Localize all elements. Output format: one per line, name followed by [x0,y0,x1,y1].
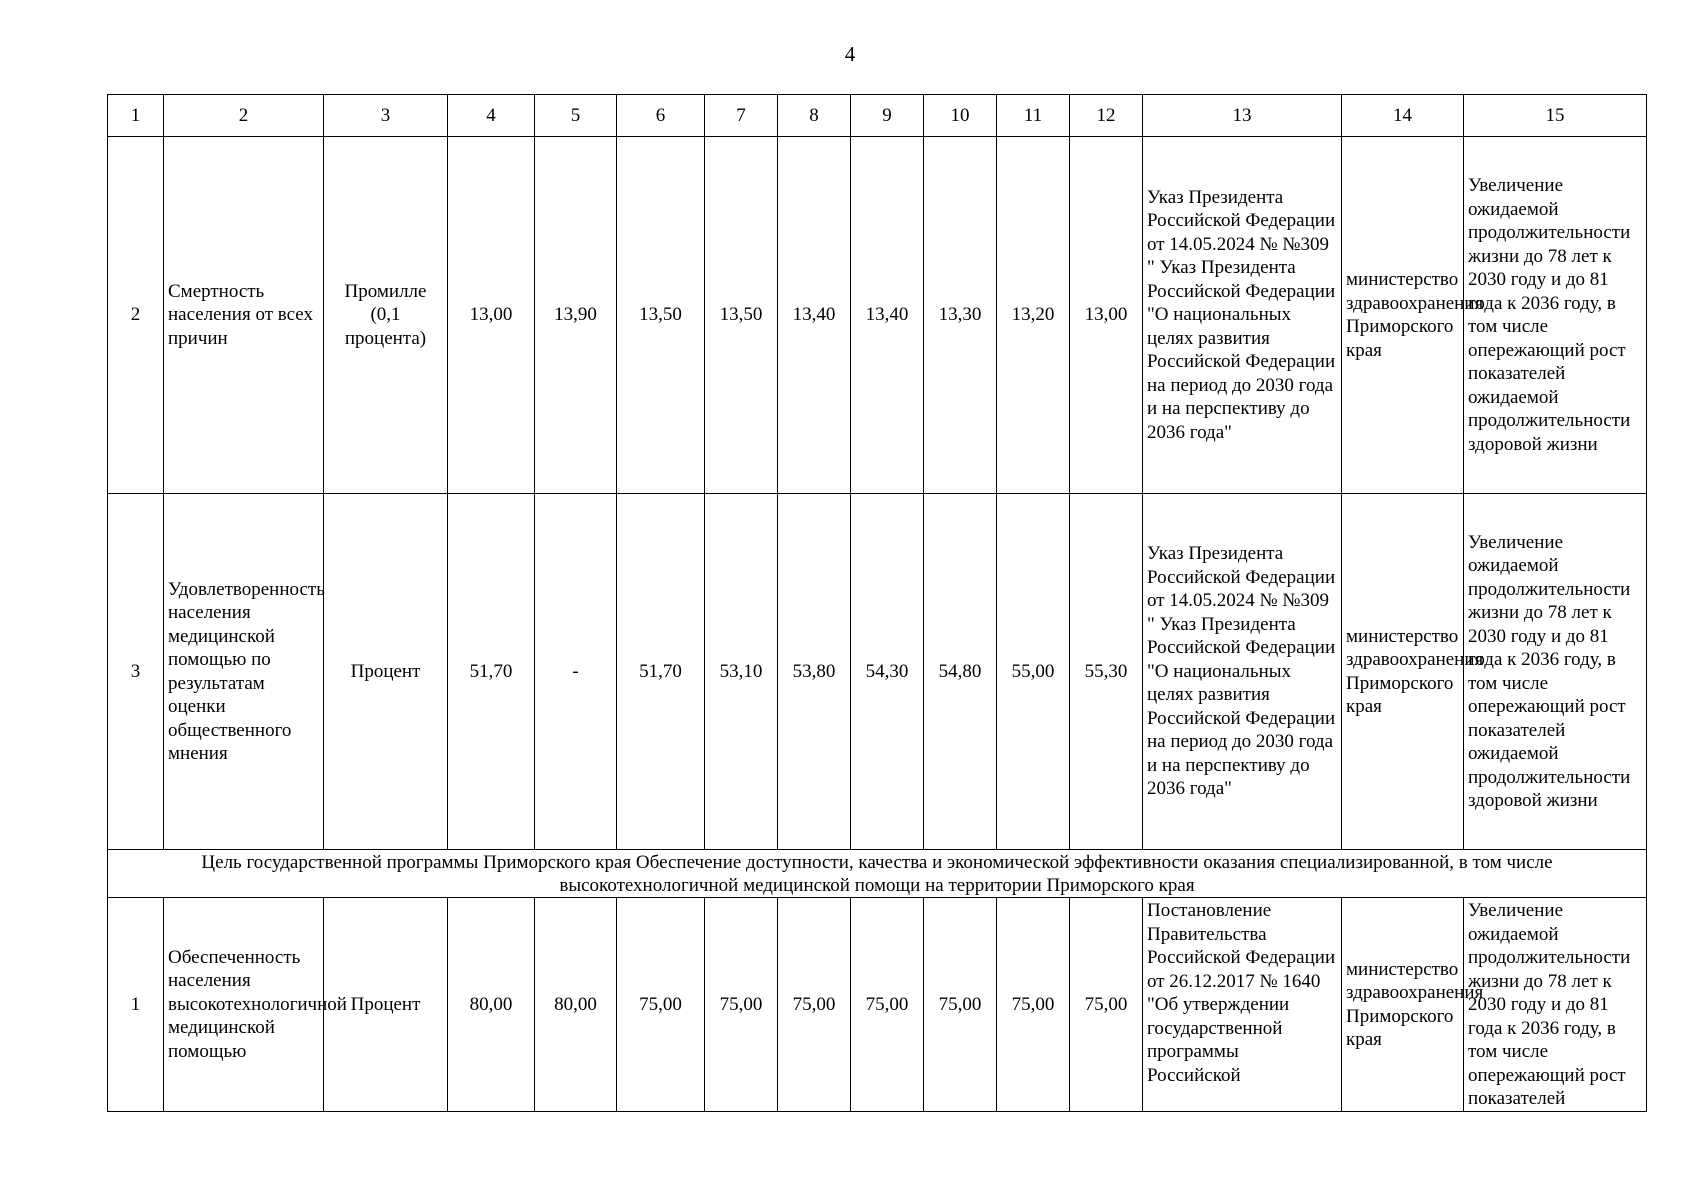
legal-basis: Указ Президента Российской Федерации от 14.05.2024 № №309 " Указ Президента Российской Федерации "О национальных целях развития Российской Федерации на период до 2030 года и на перспективу до 2036 года" [1143,137,1342,494]
legal-basis-cell [1143,898,1342,1112]
program-goal-row [108,850,1647,898]
row-number: 2 [108,137,164,494]
table-row [108,898,1647,1112]
responsible-body: министерство здравоохранения Приморского края [1342,137,1464,494]
value-cell: 55,00 [997,494,1070,850]
legal-basis: Указ Президента Российской Федерации от 14.05.2024 № №309 " Указ Президента Российской Федерации "О национальных целях развития Российской Федерации на период до 2030 года и на перспективу до 2036 года" [1143,494,1342,850]
indicator-name: Смертность населения от всех причин [164,137,324,494]
value-cell: 53,10 [705,494,778,850]
value-cell: 75,00 [997,898,1070,1112]
value-cell: 75,00 [1070,898,1143,1112]
value-cell: 13,50 [705,137,778,494]
value-cell: 13,20 [997,137,1070,494]
col-header: 5 [535,95,617,137]
col-header: 9 [851,95,924,137]
value-cell: - [535,494,617,850]
value-cell: 54,30 [851,494,924,850]
value-cell: 51,70 [448,494,535,850]
value-cell: 13,40 [851,137,924,494]
national-goal: Увеличение ожидаемой продолжительности жизни до 78 лет к 2030 году и до 81 года к 2036 году, в том числе опережающий рост показателей ожидаемой продолжительности здоровой жизни [1464,494,1647,850]
national-goal-cell [1464,898,1647,1112]
col-header: 14 [1342,95,1464,137]
col-header: 8 [778,95,851,137]
responsible-body: министерство здравоохранения Приморского края [1342,494,1464,850]
indicator-name: Обеспеченность населения высокотехнологичной медицинской помощью [164,898,324,1112]
value-cell: 55,30 [1070,494,1143,850]
col-header: 15 [1464,95,1647,137]
col-header: 4 [448,95,535,137]
value-cell: 75,00 [705,898,778,1112]
value-cell: 13,90 [535,137,617,494]
col-header: 1 [108,95,164,137]
value-cell: 75,00 [924,898,997,1112]
table-row [108,494,1647,850]
program-goal-text: Цель государственной программы Приморского края Обеспечение доступности, качества и экономической эффективности оказания специализированной, в том числе высокотехнологичной медицинской помощи на территории Приморского края [108,850,1647,898]
value-cell: 75,00 [778,898,851,1112]
col-header: 2 [164,95,324,137]
unit: Процент [324,898,448,1112]
col-header: 13 [1143,95,1342,137]
value-cell: 53,80 [778,494,851,850]
value-cell: 75,00 [617,898,705,1112]
national-goal: Увеличение ожидаемой продолжительности жизни до 78 лет к 2030 году и до 81 года к 2036 году, в том числе опережающий рост показателей [1468,900,1631,1109]
legal-basis: Постановление Правительства Российской Федерации от 26.12.2017 № 1640 "Об утверждении государственной программы Российской [1147,900,1336,1086]
unit: Процент [324,494,448,850]
value-cell: 13,00 [448,137,535,494]
value-cell: 75,00 [851,898,924,1112]
row-number: 3 [108,494,164,850]
table-row [108,137,1647,494]
col-header: 3 [324,95,448,137]
value-cell: 13,50 [617,137,705,494]
col-header: 6 [617,95,705,137]
col-header: 12 [1070,95,1143,137]
col-header: 7 [705,95,778,137]
page-number: 4 [844,42,856,66]
unit: Промилле (0,1 процента) [324,137,448,494]
row-number: 1 [108,898,164,1112]
value-cell: 51,70 [617,494,705,850]
indicator-name: Удовлетворенность населения медицинской помощью по результатам оценки общественного мнения [164,494,324,850]
value-cell: 80,00 [448,898,535,1112]
value-cell: 54,80 [924,494,997,850]
value-cell: 13,40 [778,137,851,494]
value-cell: 13,30 [924,137,997,494]
col-header: 10 [924,95,997,137]
national-goal: Увеличение ожидаемой продолжительности жизни до 78 лет к 2030 году и до 81 года к 2036 году, в том числе опережающий рост показателей ожидаемой продолжительности здоровой жизни [1464,137,1647,494]
col-header: 11 [997,95,1070,137]
indicators-table [107,94,1647,1112]
responsible-body: министерство здравоохранения Приморского края [1342,898,1464,1112]
value-cell: 13,00 [1070,137,1143,494]
column-number-row [108,95,1647,137]
value-cell: 80,00 [535,898,617,1112]
